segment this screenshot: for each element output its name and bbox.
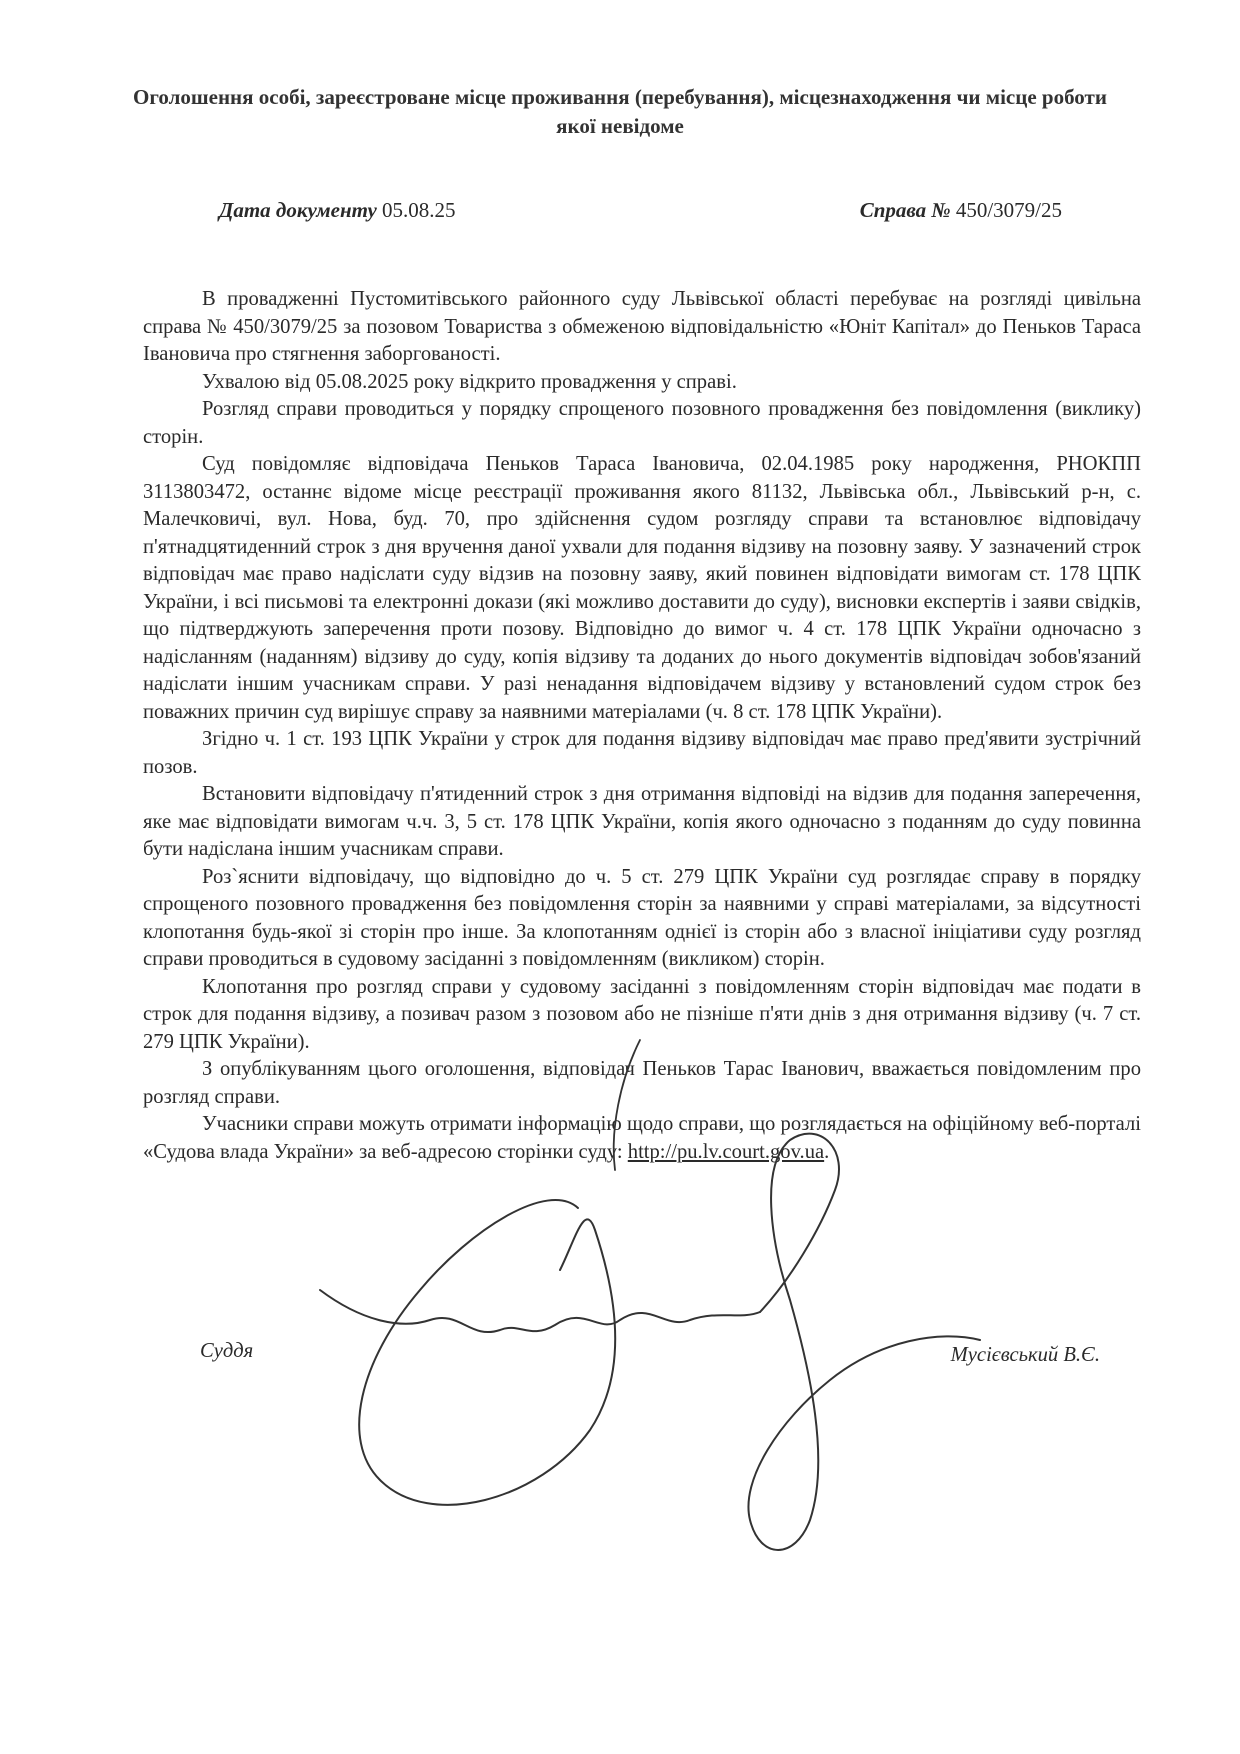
date-label: Дата документу <box>219 198 377 222</box>
paragraph: Суд повідомляє відповідача Пеньков Тараса Івановича, 02.04.1985 року народження, РНОКПП 3113803472, останнє відоме місце реєстрації проживання якого 81132, Львівська обл., Львівський р-н, с. Малечковичі, вул. Нова, буд. 70, про здійснення судом розгляду справи та встановлює відповідачу п'ятнадцятиденний строк з дня вручення даної ухвали для подання відзиву на позовну заяву. У зазначений строк відповідач має право надіслати суду відзив на позовну заяву, який повинен відповідати вимогам ст. 178 ЦПК України, і всі письмові та електронні докази (які можливо доставити до суду), висновки експертів і заяви свідків, що підтверджують заперечення проти позову. Відповідно до вимог ч. 4 ст. 178 ЦПК України одночасно з надісланням (наданням) відзиву до суду, копія відзиву та доданих до нього документів відповідач зобов'язаний надіслати іншим учасникам справи. У разі ненадання відповідачем відзиву у встановлений судом строк без поважних причин суд вирішує справу за наявними матеріалами (ч. 8 ст. 178 ЦПК України). <box>143 453 1141 723</box>
paragraph: Клопотання про розгляд справи у судовому засіданні з повідомленням сторін відповідач має подати в строк для подання відзиву, а позивач разом з позовом або не пізніше п'яти днів з дня отримання відзиву (ч. 7 ст. 279 ЦПК України). <box>143 975 1141 1053</box>
paragraph: Роз`яснити відповідачу, що відповідно до ч. 5 ст. 279 ЦПК України суд розглядає справу в порядку спрощеного позовного провадження без повідомлення сторін за наявними у справі матеріалами, за відсутності клопотання будь-якої зі сторін про інше. За клопотанням однієї із сторін або з власної ініціативи суду розгляд справи проводиться в судовому засіданні з повідомленням (викликом) сторін. <box>143 865 1141 970</box>
paragraph-last-end: . <box>824 1140 830 1163</box>
paragraph: Розгляд справи проводиться у порядку спрощеного позовного провадження без повідомлення (виклику) сторін. <box>143 398 1141 448</box>
paragraph: Згідно ч. 1 ст. 193 ЦПК України у строк для подання відзиву відповідач має право пред'явити зустрічний позов. <box>143 728 1141 778</box>
case-value: 450/3079/25 <box>955 198 1062 222</box>
document-title: Оголошення особі, зареєстроване місце проживання (перебування), місцезнаходження чи місце роботи якої невідоме <box>133 85 1107 138</box>
judge-name: Мусієвський В.Є. <box>950 1344 1100 1366</box>
document-body <box>143 286 1141 1166</box>
document-date <box>219 198 456 223</box>
date-value: 05.08.25 <box>382 198 456 222</box>
paragraph-last <box>143 1111 1141 1166</box>
case-number <box>860 198 1062 223</box>
paragraph-last-text: Учасники справи можуть отримати інформацію щодо справи, що розглядається на офіційному веб-порталі «Судова влада України» за веб-адресою сторінки суду: <box>143 1113 1141 1163</box>
paragraph: Ухвалою від 05.08.2025 року відкрито провадження у справі. <box>202 370 737 393</box>
judge-label: Суддя <box>200 1340 254 1362</box>
paragraph: З опублікуванням цього оголошення, відповідач Пеньков Тарас Іванович, вважається повідомленим про розгляд справи. <box>143 1058 1141 1108</box>
case-label: Справа № <box>859 198 951 222</box>
court-website-link[interactable]: http://pu.lv.court.gov.ua <box>627 1140 825 1163</box>
paragraph: В провадженні Пустомитівського районного суду Львівської області перебуває на розгляді цивільна справа № 450/3079/25 за позовом Товариства з обмеженою відповідальністю «Юніт Капітал» до Пеньков Тараса Івановича про стягнення заборгованості. <box>143 288 1141 365</box>
paragraph: Встановити відповідачу п'ятиденний строк з дня отримання відповіді на відзив для подання заперечення, яке має відповідати вимогам ч.ч. 3, 5 ст. 178 ЦПК України, копія якого одночасно з поданням до суду повинна бути надіслана іншим учасникам справи. <box>143 783 1141 860</box>
